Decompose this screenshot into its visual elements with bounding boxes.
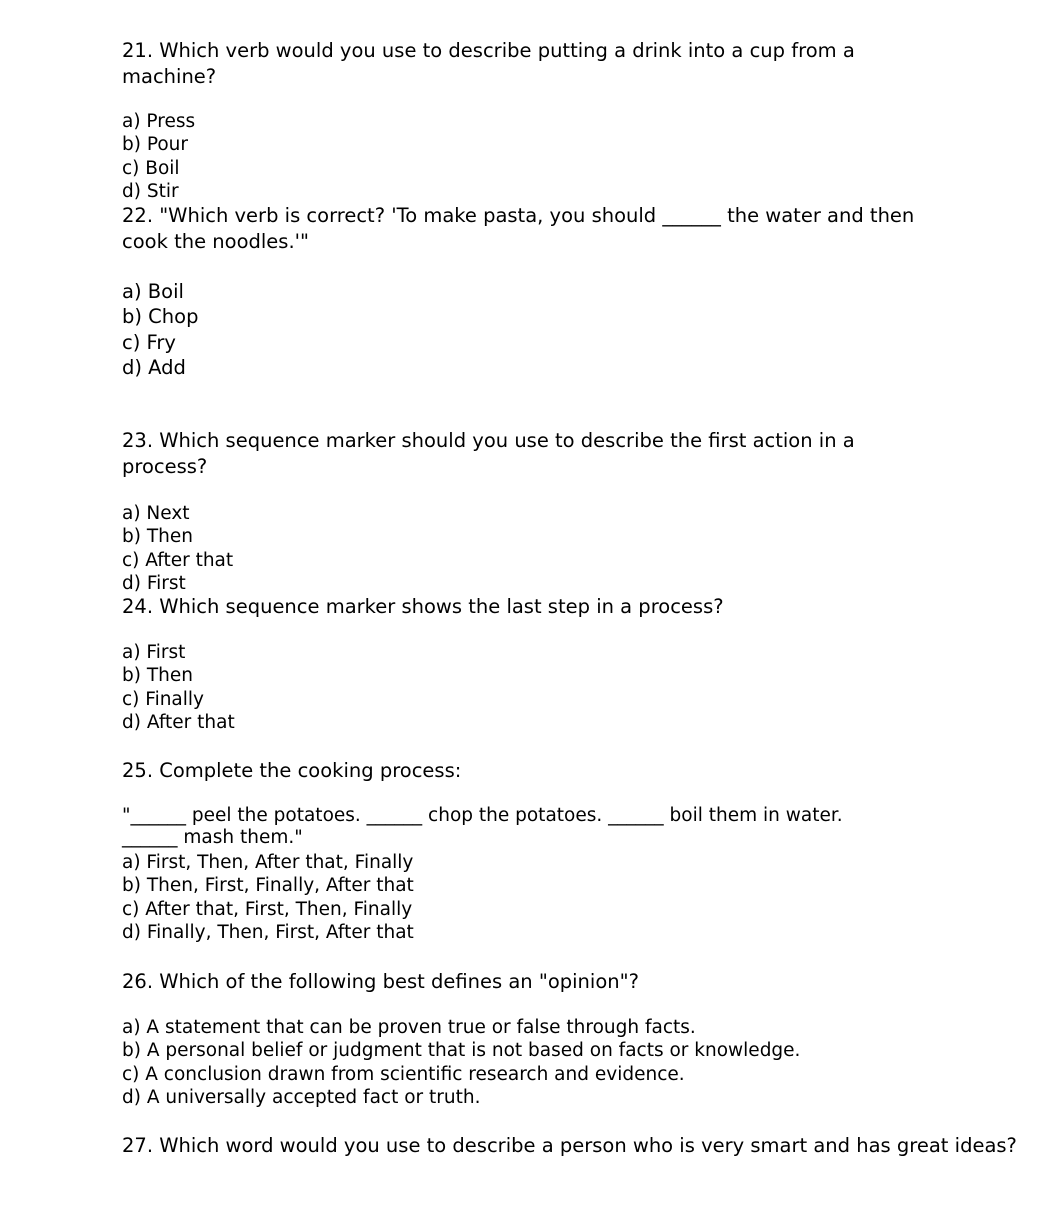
option-c: c) Finally bbox=[122, 688, 204, 710]
options-list bbox=[122, 1016, 942, 1110]
option-d: d) After that bbox=[122, 712, 235, 734]
option-a: a) Boil bbox=[122, 280, 184, 303]
option-a: a) Press bbox=[122, 111, 196, 132]
question-23 bbox=[122, 428, 942, 596]
option-b: b) Then bbox=[122, 526, 193, 548]
option-d: d) First bbox=[122, 573, 186, 595]
option-a: a) First, Then, After that, Finally bbox=[122, 852, 414, 873]
option-c: c) Boil bbox=[122, 157, 180, 179]
question-stem: 27. Which word would you use to describe a person who is very smart and has great ideas? bbox=[122, 1134, 1017, 1157]
question-stem: 25. Complete the cooking process: bbox=[122, 759, 462, 782]
question-stem: 24. Which sequence marker shows the last step in a process? bbox=[122, 595, 724, 618]
cloze-passage: "______ peel the potatoes. ______ chop the potatoes. ______ boil them in water. ______ mash them." bbox=[122, 805, 849, 848]
option-c: c) A conclusion drawn from scientific research and evidence. bbox=[122, 1063, 685, 1085]
question-22 bbox=[122, 203, 937, 380]
option-a: a) First bbox=[122, 642, 186, 663]
question-stem: 21. Which verb would you use to describe putting a drink into a cup from a machine? bbox=[122, 39, 861, 88]
option-b: b) Then bbox=[122, 665, 193, 687]
option-b: b) Pour bbox=[122, 134, 188, 156]
option-a: a) Next bbox=[122, 503, 190, 524]
option-c: c) Fry bbox=[122, 330, 176, 354]
option-c: c) After that, First, Then, Finally bbox=[122, 898, 413, 920]
option-d: d) Add bbox=[122, 355, 186, 379]
option-d: d) Stir bbox=[122, 181, 179, 203]
question-27 bbox=[122, 1133, 1022, 1159]
options-list bbox=[122, 502, 942, 596]
question-26 bbox=[122, 969, 942, 1110]
question-stem: 26. Which of the following best defines an "opinion"? bbox=[122, 970, 639, 993]
question-stem: 22. "Which verb is correct? 'To make pasta, you should ______ the water and then cook the noodles.'" bbox=[122, 204, 921, 253]
question-21 bbox=[122, 38, 942, 204]
option-a: a) A statement that can be proven true or false through facts. bbox=[122, 1017, 696, 1038]
option-d: d) A universally accepted fact or truth. bbox=[122, 1087, 481, 1109]
option-b: b) A personal belief or judgment that is not based on facts or knowledge. bbox=[122, 1040, 801, 1062]
option-d: d) Finally, Then, First, After that bbox=[122, 922, 414, 944]
question-25 bbox=[122, 758, 942, 945]
options-list bbox=[122, 279, 937, 380]
option-c: c) After that bbox=[122, 549, 234, 571]
options-list bbox=[122, 851, 942, 945]
question-stem: 23. Which sequence marker should you use to describe the first action in a process? bbox=[122, 429, 861, 478]
question-24 bbox=[122, 594, 942, 735]
option-b: b) Then, First, Finally, After that bbox=[122, 875, 414, 897]
option-b: b) Chop bbox=[122, 305, 199, 329]
options-list bbox=[122, 110, 942, 204]
options-list bbox=[122, 641, 942, 735]
